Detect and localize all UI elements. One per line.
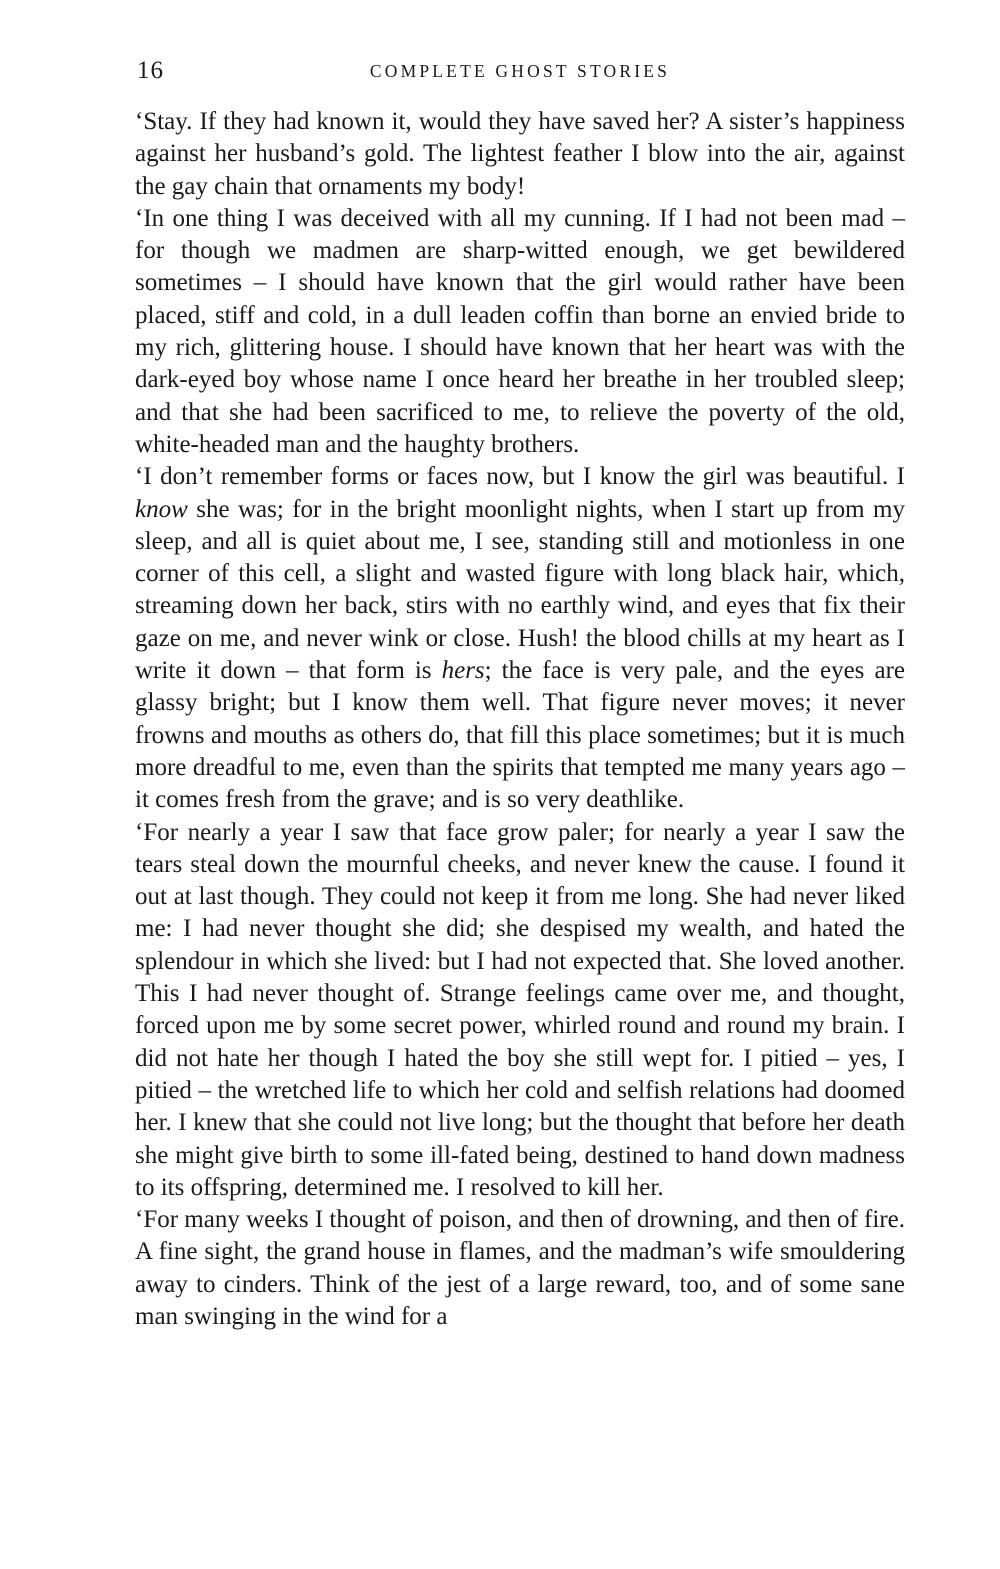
paragraph: ‘For nearly a year I saw that face grow paler; for nearly a year I saw the tears steal down the mournful cheeks, and never knew the cause. I found it out at last though. They could not keep it from me long. She had never liked me: I had never thought she did; she despised my wealth, and hated the splendour in which she lived: but I had not expected that. She loved another. This I had never thought of. Strange feelings came over me, and thought, forced upon me by some secret power, whirled round and round my brain. I did not hate her though I hated the boy she still wept for. I pitied – yes, I pitied – the wretched life to which her cold and selfish relations had doomed her. I knew that she could not live long; but the thought that before her death she might give birth to some ill-fated being, destined to hand down madness to its offspring, determined me. I resolved to kill her. — [135, 818, 905, 1201]
paragraph: ‘Stay. If they had known it, would they have saved her? A sister’s happiness against her husband’s gold. The lightest feather I blow into the air, against the gay chain that ornaments my body! — [135, 108, 905, 200]
body-text — [135, 106, 905, 1333]
page-number: 16 — [137, 57, 164, 84]
paragraph-text-segment: ; the face is very pale, and the eyes are glassy bright; but I know them well. That figure never moves; it never frowns and mouths as others do, that fill this place sometimes; but it is much more dreadful to me, even than the spirits that tempted me many years ago – it comes fresh from the grave; and is so very deathlike. — [135, 657, 905, 814]
paragraph: ‘In one thing I was deceived with all my cunning. If I had not been mad – for though we madmen are sharp-witted enough, we get bewildered sometimes – I should have known that the girl would rather have been placed, stiff and cold, in a dull leaden coffin than borne an envied bride to my rich, glittering house. I should have known that her heart was with the dark-eyed boy whose name I once heard her breathe in her troubled sleep; and that she had been sacrificed to me, to relieve the poverty of the old, white-headed man and the haughty brothers. — [135, 204, 905, 458]
running-title: COMPLETE GHOST STORIES — [369, 61, 671, 81]
italic-emphasis: know — [135, 495, 188, 523]
paragraph-text-segment: ‘I don’t remember forms or faces now, but I know the girl was beautiful. I — [135, 463, 905, 491]
italic-emphasis: hers — [441, 657, 485, 685]
paragraph-text-segment: she was; for in the bright moonlight nights, when I start up from my sleep, and all is quiet about me, I see, standing still and motionless in one corner of this cell, a slight and wasted figure with long black hair, which, streaming down her back, stirs with no earthly wind, and eyes that fix their gaze on me, and never wink or close. Hush! the blood chills at my heart as I write it down – that form is — [135, 495, 905, 685]
paragraph: ‘For many weeks I thought of poison, and then of drowning, and then of fire. A fine sight, the grand house in flames, and the madman’s wife smouldering away to cinders. Think of the jest of a large reward, too, and of some sane man swinging in the wind for a — [135, 1206, 905, 1330]
paragraph — [135, 461, 905, 816]
running-head — [135, 56, 905, 86]
book-page — [135, 0, 905, 1569]
